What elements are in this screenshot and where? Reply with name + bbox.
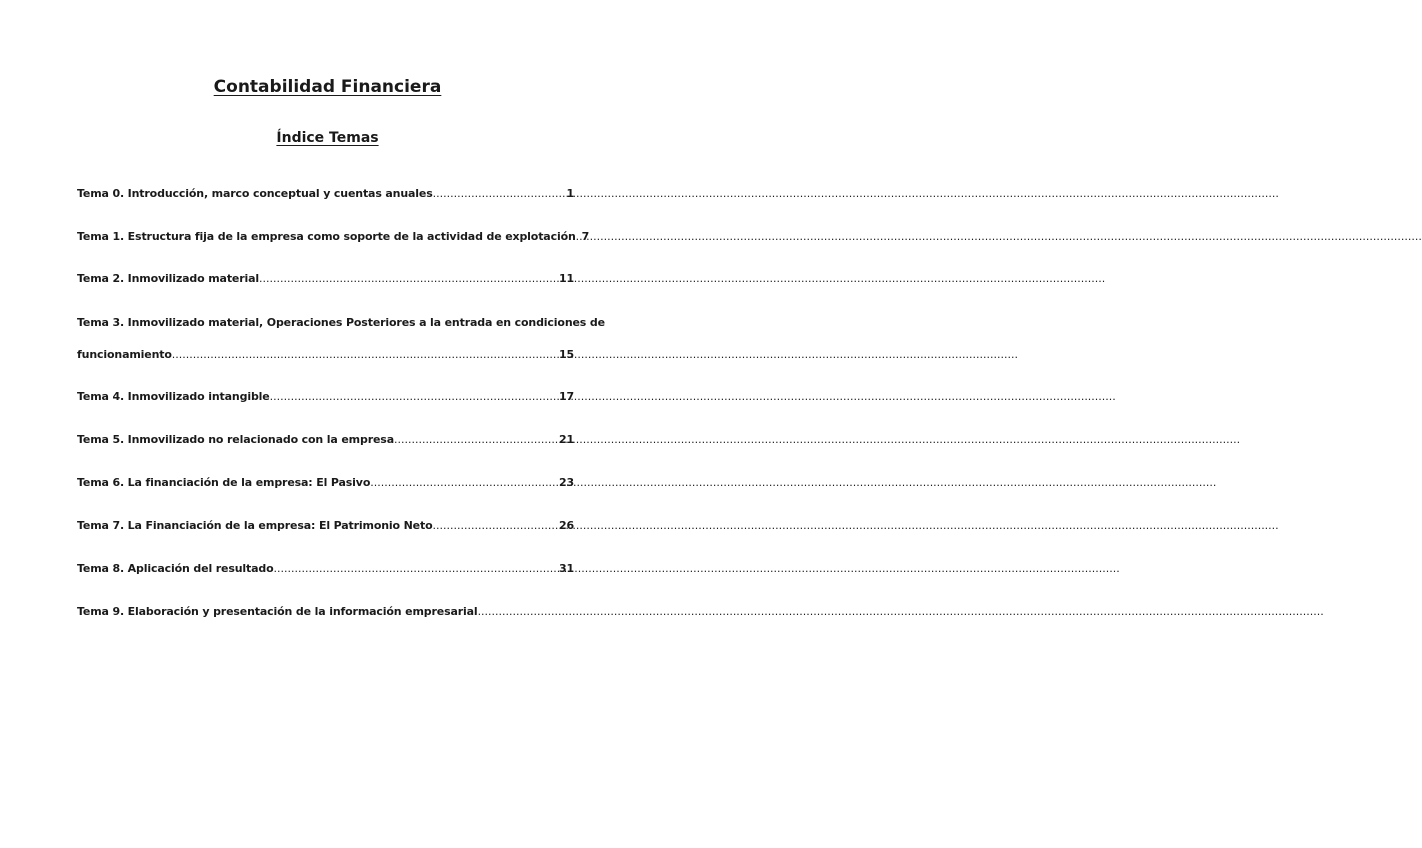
toc-entry-text: Tema 6. La financiación de la empresa: El Pasivo bbox=[77, 476, 371, 489]
toc-entry-tema-5 bbox=[77, 433, 574, 447]
toc-dot-leader bbox=[274, 562, 559, 576]
toc-dot-leader bbox=[478, 605, 574, 619]
toc-dot-leader bbox=[433, 519, 559, 533]
toc-entry-tema-6 bbox=[77, 476, 574, 490]
toc-entry-tema-8 bbox=[77, 562, 574, 576]
toc-page-number: 7 bbox=[581, 230, 590, 243]
toc-page-number: 21 bbox=[558, 433, 574, 446]
toc-page-number: 17 bbox=[558, 390, 574, 403]
toc-page-number: 1 bbox=[566, 187, 574, 200]
document-page bbox=[0, 0, 655, 848]
toc-entry-text-continued: funcionamiento bbox=[77, 348, 172, 361]
toc-entry-tema-9 bbox=[77, 605, 574, 619]
document-title: Contabilidad Financiera bbox=[213, 77, 442, 97]
toc-entry-text: Tema 1. Estructura fija de la empresa como soporte de la actividad de explotación bbox=[77, 230, 576, 243]
toc-dot-leader bbox=[172, 348, 559, 362]
toc-page-number: 15 bbox=[558, 348, 574, 361]
toc-entry-tema-3 bbox=[77, 316, 605, 362]
toc-dot-leader bbox=[370, 476, 559, 490]
toc-entry-text: Tema 3. Inmovilizado material, Operaciones Posteriores a la entrada en condiciones de bbox=[77, 316, 605, 329]
toc-dot-leader bbox=[259, 272, 559, 286]
toc-dot-leader bbox=[394, 433, 559, 447]
toc-entry-tema-7 bbox=[77, 519, 574, 533]
index-title: Índice Temas bbox=[276, 130, 379, 146]
toc-page-number: 23 bbox=[558, 476, 574, 489]
toc-entry-tema-0 bbox=[77, 187, 574, 201]
toc-entry-text: Tema 0. Introducción, marco conceptual y cuentas anuales bbox=[77, 187, 433, 200]
toc-page-number: 26 bbox=[558, 519, 574, 532]
toc-entry-tema-1 bbox=[77, 230, 590, 244]
toc-entry-tema-4 bbox=[77, 390, 574, 404]
toc-entry-tema-2 bbox=[77, 272, 574, 286]
toc-dot-leader bbox=[270, 390, 559, 404]
toc-entry-text: Tema 9. Elaboración y presentación de la información empresarial bbox=[77, 605, 478, 618]
toc-page-number: 31 bbox=[558, 562, 574, 575]
toc-entry-text: Tema 8. Aplicación del resultado bbox=[77, 562, 274, 575]
toc-dot-leader bbox=[433, 187, 567, 201]
toc-entry-text: Tema 2. Inmovilizado material bbox=[77, 272, 260, 285]
toc-entry-text: Tema 5. Inmovilizado no relacionado con la empresa bbox=[77, 433, 394, 446]
toc-entry-text: Tema 4. Inmovilizado intangible bbox=[77, 390, 270, 403]
toc-entry-text: Tema 7. La Financiación de la empresa: El Patrimonio Neto bbox=[77, 519, 433, 532]
toc-page-number: 11 bbox=[558, 272, 574, 285]
